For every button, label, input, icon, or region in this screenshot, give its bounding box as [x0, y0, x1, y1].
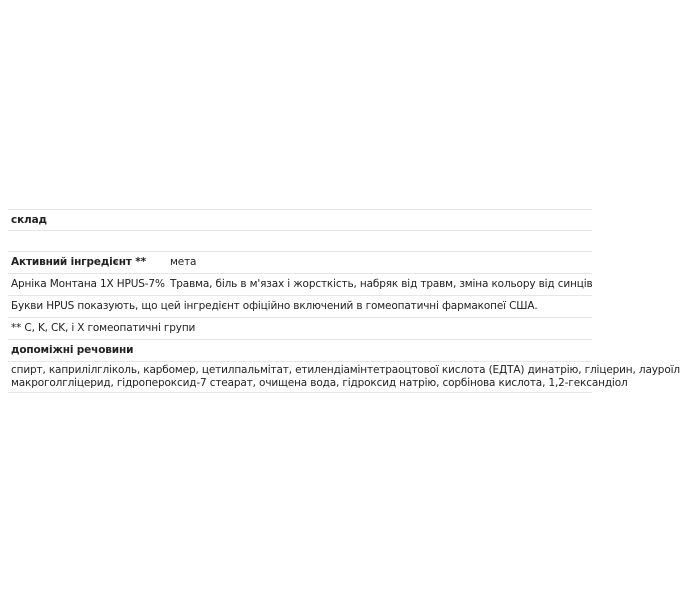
inactive-heading-row [8, 339, 592, 361]
inactive-title: допоміжні речовини [11, 344, 134, 356]
section-title: склад [11, 213, 47, 226]
active-ingredient-header: Активний інгредієнт ** [11, 256, 146, 268]
active-ingredient-name: Арніка Монтана 1X HPUS-7% [11, 278, 165, 290]
inactive-ingredients-text [11, 364, 680, 390]
groups-note-row [8, 317, 592, 339]
purpose-header: мета [170, 256, 197, 268]
hpus-note-row [8, 295, 592, 317]
active-ingredient-purpose: Травма, біль в м'язах і жорсткість, набряк від травм, зміна кольору від синців [170, 278, 593, 290]
spacer-row [8, 230, 592, 251]
inactive-ingredients-line-2: макроголгліцерид, гідропероксид-7 стеарат, очищена вода, гідроксид натрію, сорбінова кислота, 1,2-гександіол [11, 377, 628, 389]
active-ingredient-row [8, 273, 592, 295]
inactive-ingredients-line-1: спирт, каприлілгліколь, карбомер, цетилпальмітат, етилендіамінтетраоцтової кислота (ЕДТА) динатрію, гліцерин, лауроїл [11, 364, 680, 376]
hpus-note: Букви HPUS показують, що цей інгредієнт офіційно включений в гомеопатичні фармакопеї США. [11, 300, 538, 312]
composition-table [8, 209, 680, 393]
section-heading-row [8, 209, 592, 230]
groups-note: ** C, K, CK, і X гомеопатичні групи [11, 322, 196, 334]
inactive-ingredients-row [8, 361, 680, 393]
active-ingredient-header-row [8, 251, 592, 273]
